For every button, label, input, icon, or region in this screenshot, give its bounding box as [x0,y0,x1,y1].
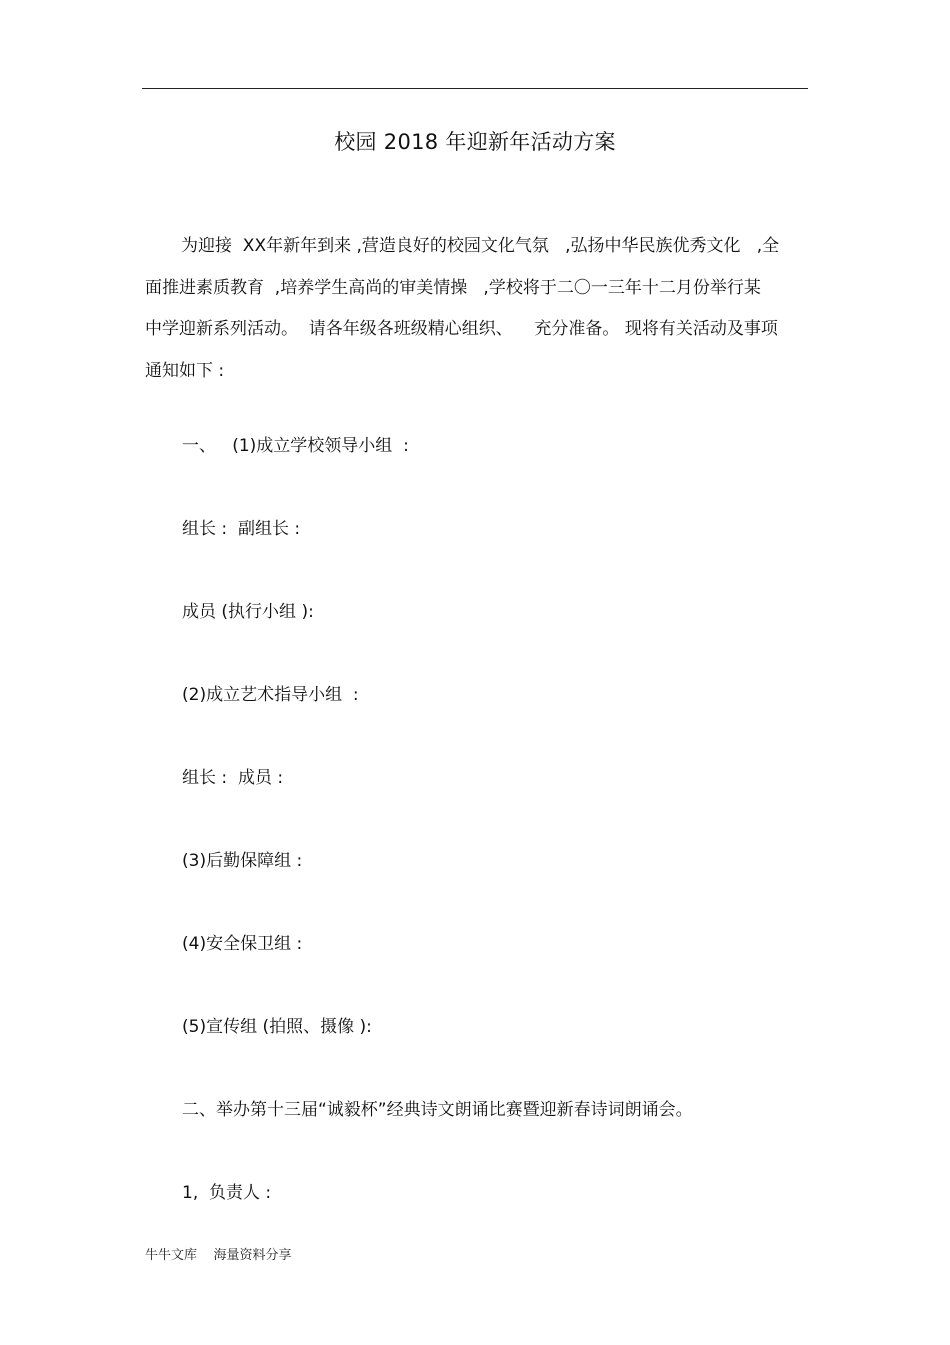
security-group-line: (4)安全保卫组 : [182,934,303,954]
intro-line: 中学迎新系列活动。 请各年级各班级精心组织、 充分准备。 现将有关活动及事项 [145,319,778,339]
intro-line: 通知如下 : [145,360,225,381]
intro-paragraph [145,226,807,392]
publicity-group-line: (5)宣传组 (拍照、摄像 ): [182,1017,372,1037]
section-one-heading: 一、 (1)成立学校领导小组 : [182,436,409,456]
header-rule [142,88,808,89]
responsible-person-line: 1, 负责人 : [182,1183,272,1203]
logistics-group-line: (3)后勤保障组 : [182,851,303,871]
document-title: 校园 2018 年迎新年活动方案 [334,130,616,154]
intro-line: 面推进素质教育 ,培养学生高尚的审美情操 ,学校将于二〇一三年十二月份举行某 [145,277,761,298]
intro-line: 为迎接 XX年新年到来 ,营造良好的校园文化气氛 ,弘扬中华民族优秀文化 ,全 [181,236,780,256]
members-line: 成员 (执行小组 ): [182,602,314,622]
leader-deputy-line: 组长 : 副组长 : [182,519,301,539]
art-group-heading: (2)成立艺术指导小组 : [182,685,359,705]
art-leader-members-line: 组长 : 成员 : [182,768,284,788]
section-two-heading: 二、举办第十三届“诚毅杯”经典诗文朗诵比赛暨迎新春诗词朗诵会。 [182,1100,693,1120]
footer-text: 牛牛文库 海量资料分享 [145,1248,292,1263]
